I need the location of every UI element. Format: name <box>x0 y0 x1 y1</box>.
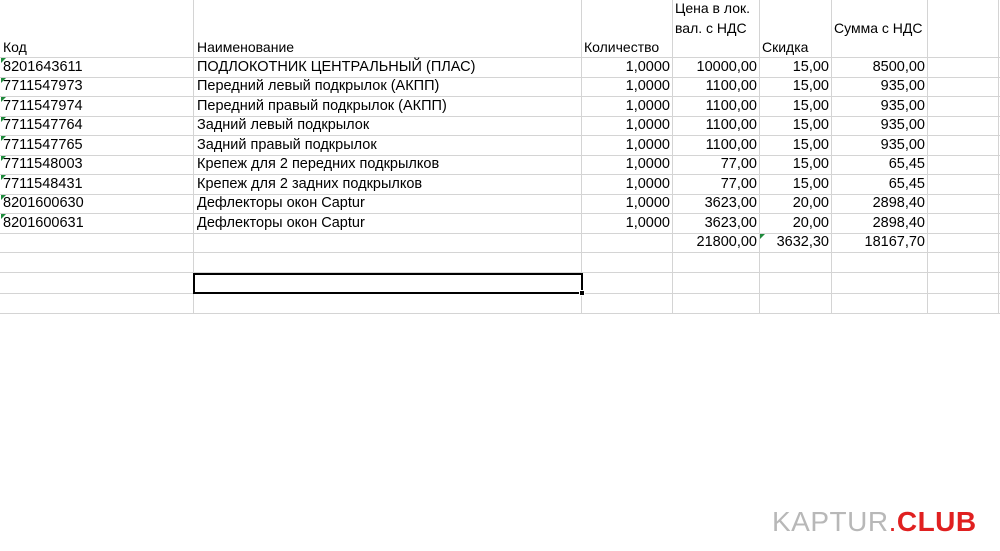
column-divider <box>927 0 928 314</box>
cell-qty[interactable]: 1,0000 <box>625 156 670 172</box>
cell-discount[interactable]: 15,00 <box>792 78 829 94</box>
cell-price[interactable]: 1100,00 <box>705 137 757 153</box>
cell-qty[interactable]: 1,0000 <box>625 195 670 211</box>
total-sum[interactable]: 18167,70 <box>864 234 925 250</box>
cell-qty[interactable]: 1,0000 <box>625 176 670 192</box>
header-name[interactable]: Наименование <box>197 39 295 55</box>
cell-discount[interactable]: 15,00 <box>792 137 829 153</box>
watermark-dot: . <box>888 506 897 537</box>
cell-qty[interactable]: 1,0000 <box>625 117 670 133</box>
cell-price[interactable]: 1100,00 <box>705 78 757 94</box>
total-price[interactable]: 21800,00 <box>696 234 757 250</box>
cell-price[interactable]: 3623,00 <box>704 195 757 211</box>
selected-cell[interactable] <box>193 273 583 294</box>
cell-discount[interactable]: 15,00 <box>792 176 829 192</box>
row-divider <box>0 252 1000 253</box>
cell-name[interactable]: Передний правый подкрылок (АКПП) <box>197 98 447 114</box>
column-divider <box>998 0 999 314</box>
cell-sum[interactable]: 935,00 <box>880 137 925 153</box>
cell-sum[interactable]: 935,00 <box>880 78 925 94</box>
cell-code[interactable]: 8201643611 <box>3 59 83 75</box>
total-discount[interactable]: 3632,30 <box>776 234 829 250</box>
header-sum[interactable]: Сумма с НДС <box>834 20 923 36</box>
watermark-brand: KAPTUR <box>772 506 889 537</box>
cell-code[interactable]: 8201600631 <box>3 215 84 231</box>
kaptur-club-watermark <box>772 506 977 538</box>
cell-price[interactable]: 3623,00 <box>704 215 757 231</box>
cell-sum[interactable]: 935,00 <box>880 98 925 114</box>
header-price[interactable]: Цена в лок. вал. с НДС <box>675 0 751 36</box>
cell-qty[interactable]: 1,0000 <box>625 78 670 94</box>
cell-sum[interactable]: 935,00 <box>880 117 925 133</box>
cell-name[interactable]: Задний правый подкрылок <box>197 137 377 153</box>
cell-sum[interactable]: 2898,40 <box>872 215 925 231</box>
cell-sum[interactable]: 65,45 <box>888 176 925 192</box>
cell-code[interactable]: 7711548431 <box>3 176 83 192</box>
cell-name[interactable]: Дефлекторы окон Captur <box>197 195 365 211</box>
cell-code[interactable]: 7711547765 <box>3 137 83 153</box>
header-code[interactable]: Код <box>3 39 27 55</box>
cell-code[interactable]: 7711547764 <box>3 117 83 133</box>
column-divider <box>193 0 194 314</box>
cell-sum[interactable]: 8500,00 <box>872 59 925 75</box>
fill-handle[interactable] <box>579 290 585 296</box>
cell-sum[interactable]: 2898,40 <box>872 195 925 211</box>
header-qty[interactable]: Количество <box>584 39 660 55</box>
cell-discount[interactable]: 15,00 <box>792 59 829 75</box>
cell-discount[interactable]: 20,00 <box>792 215 829 231</box>
cell-price[interactable]: 1100,00 <box>705 117 757 133</box>
cell-qty[interactable]: 1,0000 <box>625 59 670 75</box>
cell-discount[interactable]: 20,00 <box>792 195 829 211</box>
cell-price[interactable]: 77,00 <box>720 176 757 192</box>
cell-name[interactable]: Дефлекторы окон Captur <box>197 215 365 231</box>
cell-qty[interactable]: 1,0000 <box>625 215 670 231</box>
cell-code[interactable]: 7711547974 <box>3 98 83 114</box>
cell-discount[interactable]: 15,00 <box>792 98 829 114</box>
cell-name[interactable]: ПОДЛОКОТНИК ЦЕНТРАЛЬНЫЙ (ПЛАС) <box>197 59 476 75</box>
cell-code[interactable]: 8201600630 <box>3 195 84 211</box>
cell-price[interactable]: 1100,00 <box>705 98 757 114</box>
cell-price[interactable]: 10000,00 <box>696 59 757 75</box>
cell-name[interactable]: Крепеж для 2 передних подкрылков <box>197 156 440 172</box>
cell-discount[interactable]: 15,00 <box>792 117 829 133</box>
cell-qty[interactable]: 1,0000 <box>625 137 670 153</box>
cell-sum[interactable]: 65,45 <box>888 156 925 172</box>
cell-discount[interactable]: 15,00 <box>792 156 829 172</box>
cell-code[interactable]: 7711547973 <box>3 78 83 94</box>
header-discount[interactable]: Скидка <box>762 39 809 55</box>
cell-name[interactable]: Задний левый подкрылок <box>197 117 370 133</box>
cell-price[interactable]: 77,00 <box>720 156 757 172</box>
cell-code[interactable]: 7711548003 <box>3 156 83 172</box>
row-divider <box>0 313 1000 314</box>
watermark-tld: CLUB <box>896 506 977 537</box>
cell-qty[interactable]: 1,0000 <box>625 98 670 114</box>
cell-name[interactable]: Передний левый подкрылок (АКПП) <box>197 78 440 94</box>
cell-name[interactable]: Крепеж для 2 задних подкрылков <box>197 176 423 192</box>
